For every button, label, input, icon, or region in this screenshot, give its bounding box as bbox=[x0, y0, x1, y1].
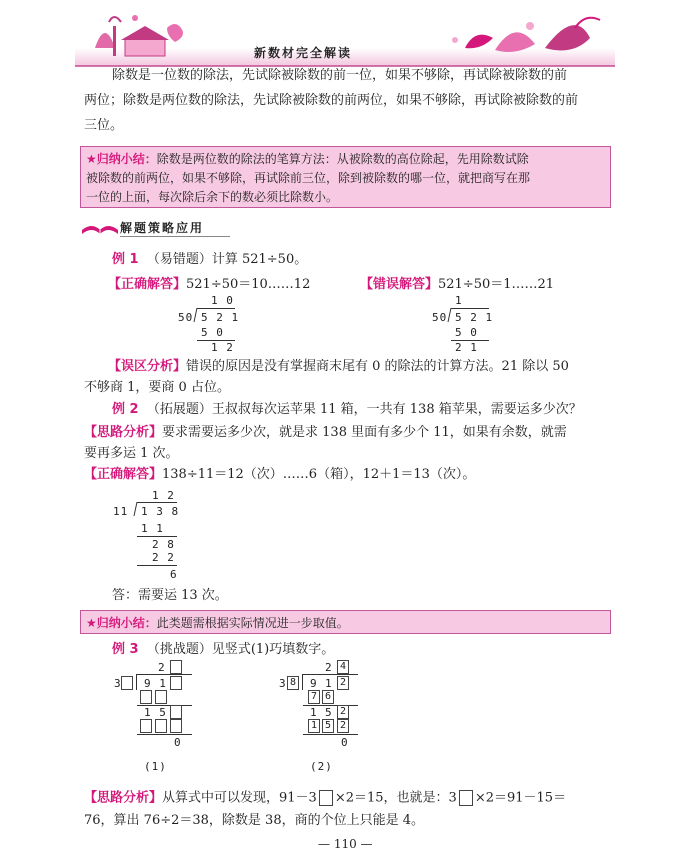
example2-title: 例 2 （拓展题）王叔叔每次运苹果 11 箱，一共有 138 箱苹果，需要运多少次？ bbox=[112, 402, 582, 417]
section-divider bbox=[120, 236, 230, 237]
example1-error-2: 不够商 1，要商 0 占位。 bbox=[84, 380, 230, 395]
section-title: 解题策略应用 bbox=[120, 221, 205, 235]
header-title: 新数材完全解读 bbox=[254, 46, 353, 60]
intro-line-2: 两位；除数是两位数的除法，先试除被除数的前两位，如果不够除，再试除被除数的前 bbox=[84, 93, 579, 108]
example1-wrong: 【错误解答】521÷50＝1……21 bbox=[360, 277, 555, 292]
example2-think-2: 要再多运 1 次。 bbox=[84, 446, 179, 461]
section-heading bbox=[80, 216, 120, 242]
summary-box-2: ★归纳小结：此类题需根据实际情况进一步取值。 bbox=[80, 610, 611, 634]
example1-correct: 【正确解答】521÷50＝10……12 bbox=[108, 277, 311, 292]
book-icon bbox=[80, 216, 120, 238]
summary-line-3: 一位的上面，每次除后余下的数必须比除数小。 bbox=[86, 190, 339, 204]
summary-box-1 bbox=[80, 146, 611, 208]
summary-label: ★归纳小结： bbox=[86, 152, 157, 166]
example3-think-2: 76，算出 76÷2＝38，除数是 38，商的个位上只能是 4。 bbox=[84, 813, 424, 828]
example3-title: 例 3 （挑战题）见竖式(1)巧填数字。 bbox=[112, 642, 335, 657]
intro-line-1: 除数是一位数的除法，先试除被除数的前一位，如果不够除，再试除被除数的前 bbox=[112, 68, 568, 83]
example1-error-1: 【误区分析】错误的原因是没有掌握商末尾有 0 的除法的计算方法。21 除以 50 bbox=[108, 359, 569, 374]
summary-line-1: 除数是两位数的除法的笔算方法：从被除数的高位除起，先用除数试除 bbox=[156, 152, 529, 166]
intro-line-3: 三位。 bbox=[84, 118, 124, 133]
example3-think-1: 【思路分析】从算式中可以发现，91－3 ×2＝15，也就是：3 ×2＝91－15＝ bbox=[84, 790, 567, 806]
summary-line-2: 被除数的前两位，如果不够除，再试除前三位，除到被除数的哪一位，就把商写在那 bbox=[86, 171, 531, 185]
blank-box bbox=[459, 790, 473, 806]
page-number: — 110 — bbox=[318, 837, 373, 851]
blank-box bbox=[319, 790, 333, 806]
example2-correct: 【正确解答】138÷11＝12（次）……6（箱），12＋1＝13（次）。 bbox=[84, 467, 476, 482]
example1-title: 例 1 （易错题）计算 521÷50。 bbox=[112, 252, 308, 267]
example2-think-1: 【思路分析】要求需要运多少次，就是求 138 里面有多少个 11，如果有余数，就需 bbox=[84, 425, 567, 440]
example2-answer: 答：需要运 13 次。 bbox=[112, 588, 228, 603]
